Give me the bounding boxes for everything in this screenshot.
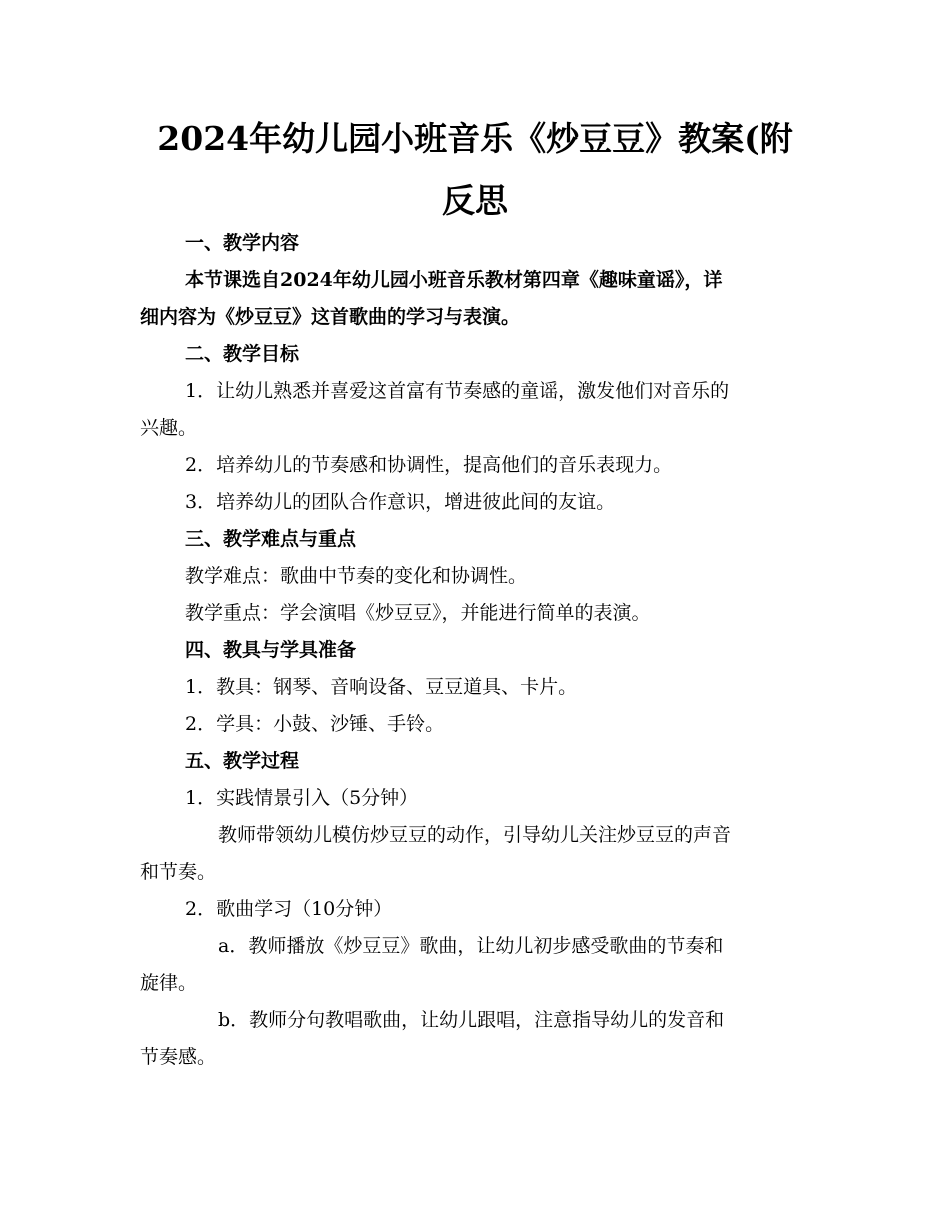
process-step-2a-line-1: a．教师播放《炒豆豆》歌曲，让幼儿初步感受歌曲的节奏和 xyxy=(218,935,724,957)
teaching-key-point: 教学重点：学会演唱《炒豆豆》，并能进行简单的表演。 xyxy=(185,602,651,624)
paragraph-content-line-1: 本节课选自2024年幼儿园小班音乐教材第四章《趣味童谣》，详 xyxy=(185,269,723,291)
teaching-difficulty: 教学难点：歌曲中节奏的变化和协调性。 xyxy=(185,565,528,587)
objective-3: 3．培养幼儿的团队合作意识，增进彼此间的友谊。 xyxy=(185,491,616,513)
objective-1-line-1: 1．让幼儿熟悉并喜爱这首富有节奏感的童谣，激发他们对音乐的 xyxy=(185,380,730,402)
process-step-1: 1．实践情景引入（5分钟） xyxy=(185,787,419,809)
section-heading-objectives: 二、教学目标 xyxy=(185,343,300,365)
process-step-2a-line-2: 旋律。 xyxy=(140,972,198,994)
title-line-1: 2024年幼儿园小班音乐《炒豆豆》教案(附 xyxy=(157,119,793,158)
section-heading-content: 一、教学内容 xyxy=(185,232,300,254)
process-step-1-body-line-1: 教师带领幼儿模仿炒豆豆的动作，引导幼儿关注炒豆豆的声音 xyxy=(218,824,732,846)
objective-1-line-2: 兴趣。 xyxy=(140,417,198,439)
process-step-2b-line-2: 节奏感。 xyxy=(140,1046,217,1068)
process-step-1-body-line-2: 和节奏。 xyxy=(140,861,217,883)
section-heading-difficulties: 三、教学难点与重点 xyxy=(185,528,357,550)
materials-teacher: 1．教具：钢琴、音响设备、豆豆道具、卡片。 xyxy=(185,676,578,698)
process-step-2b-line-1: b．教师分句教唱歌曲，让幼儿跟唱，注意指导幼儿的发音和 xyxy=(218,1009,725,1031)
section-heading-materials: 四、教具与学具准备 xyxy=(185,639,357,661)
title-line-2: 反思 xyxy=(442,181,508,220)
document-title xyxy=(140,108,810,232)
objective-2: 2．培养幼儿的节奏感和协调性，提高他们的音乐表现力。 xyxy=(185,454,673,476)
materials-student: 2．学具：小鼓、沙锤、手铃。 xyxy=(185,713,445,735)
process-step-2: 2．歌曲学习（10分钟） xyxy=(185,898,393,920)
section-heading-process: 五、教学过程 xyxy=(185,750,300,772)
paragraph-content-line-2: 细内容为《炒豆豆》这首歌曲的学习与表演。 xyxy=(140,306,521,328)
